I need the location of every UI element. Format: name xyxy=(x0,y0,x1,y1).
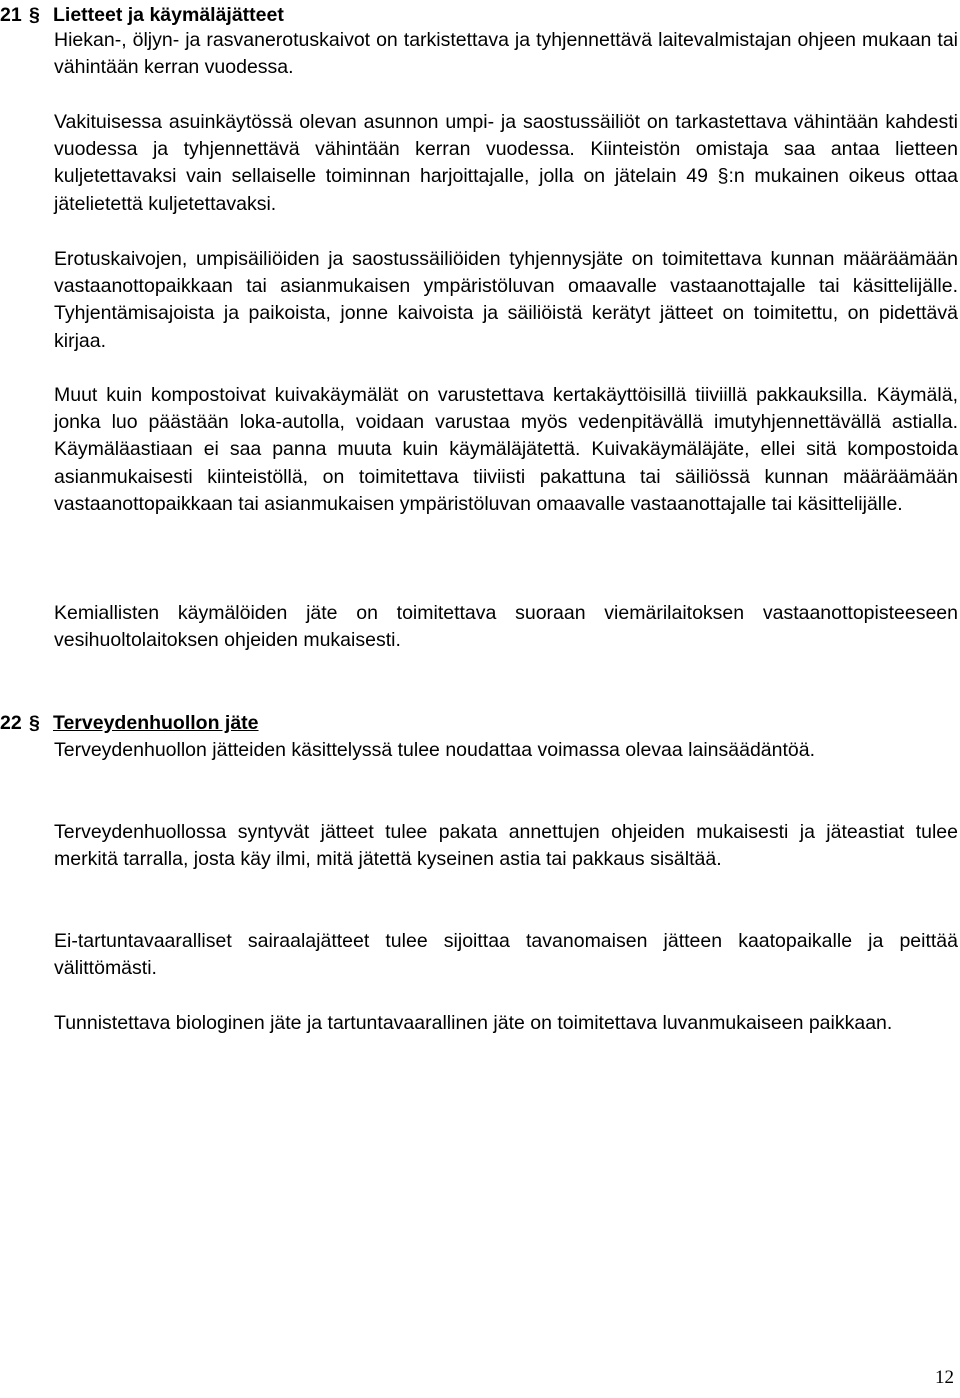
section-number: 22 xyxy=(0,712,22,734)
section-21-paragraph-4: Muut kuin kompostoivat kuivakäymälät on varustettava kertakäyttöisillä tiiviillä pakkauksilla. Käymälä, jonka luo päästään loka-autolla, voidaan varustaa myös vedenpitävällä imutyhjennettävällä astialla. Käymäläastiaan ei saa panna muuta kuin käymäläjätettä. Kuivakäymäläjäte, ellei sitä kompostoida asianmukaisesti kiinteistöllä, on toimitettava tiiviisti pakattuna tai säiliössä kunnan määräämään vastaanottopaikkaan tai asianmukaisen ympäristöluvan omaavalle vastaanottajalle tai käsittelijälle. xyxy=(54,384,958,515)
section-22-paragraph-1: Terveydenhuollon jätteiden käsittelyssä tulee noudattaa voimassa olevaa lainsäädäntöä. xyxy=(54,739,816,761)
section-21-heading xyxy=(0,2,284,28)
section-21-paragraph-3: Erotuskaivojen, umpisäiliöiden ja saostussäiliöiden tyhjennysjäte on toimitettava kunnan määräämään vastaanottopaikkaan tai asianmukaisen ympäristöluvan omaavalle vastaanottajalle tai käsittelijälle. Tyhjentämisajoista ja paikoista, jonne kaivoista ja säiliöistä kerätyt jätteet on toimitettu, on pidettävä kirjaa. xyxy=(54,248,958,352)
section-sign: § xyxy=(29,712,40,734)
page-number: 12 xyxy=(935,1367,954,1388)
section-number: 21 xyxy=(0,4,22,26)
section-22-paragraph-3: Ei-tartuntavaaralliset sairaalajätteet tulee sijoittaa tavanomaisen jätteen kaatopaikalle ja peittää välittömästi. xyxy=(54,930,958,980)
section-title: Lietteet ja käymäläjätteet xyxy=(53,4,284,26)
section-22-paragraph-2: Terveydenhuollossa syntyvät jätteet tulee pakata annettujen ohjeiden mukaisesti ja jäteastiat tulee merkitä tarralla, josta käy ilmi, mitä jätettä kyseinen astia tai pakkaus sisältää. xyxy=(54,821,958,871)
section-22-heading xyxy=(0,710,259,736)
section-sign: § xyxy=(29,4,40,26)
section-title: Terveydenhuollon jäte xyxy=(53,712,259,734)
section-21-paragraph-1: Hiekan-, öljyn- ja rasvanerotuskaivot on tarkistettava ja tyhjennettävä laitevalmistajan ohjeen mukaan tai vähintään kerran vuodessa. xyxy=(54,29,958,79)
section-22-paragraph-4: Tunnistettava biologinen jäte ja tartuntavaarallinen jäte on toimitettava luvanmukaiseen paikkaan. xyxy=(54,1012,893,1034)
section-21-paragraph-5: Kemiallisten käymälöiden jäte on toimitettava suoraan viemärilaitoksen vastaanottopisteeseen vesihuoltolaitoksen ohjeiden mukaisesti. xyxy=(54,602,958,652)
section-21-paragraph-2: Vakituisessa asuinkäytössä olevan asunnon umpi- ja saostussäiliöt on tarkastettava vähintään kahdesti vuodessa ja tyhjennettävä vähintään kerran vuodessa. Kiinteistön omistaja saa antaa lietteen kuljetettavaksi vain sellaiselle toiminnan harjoittajalle, jolla on jätelain 49 §:n mukainen oikeus ottaa jätelietettä kuljetettavaksi. xyxy=(54,111,958,215)
